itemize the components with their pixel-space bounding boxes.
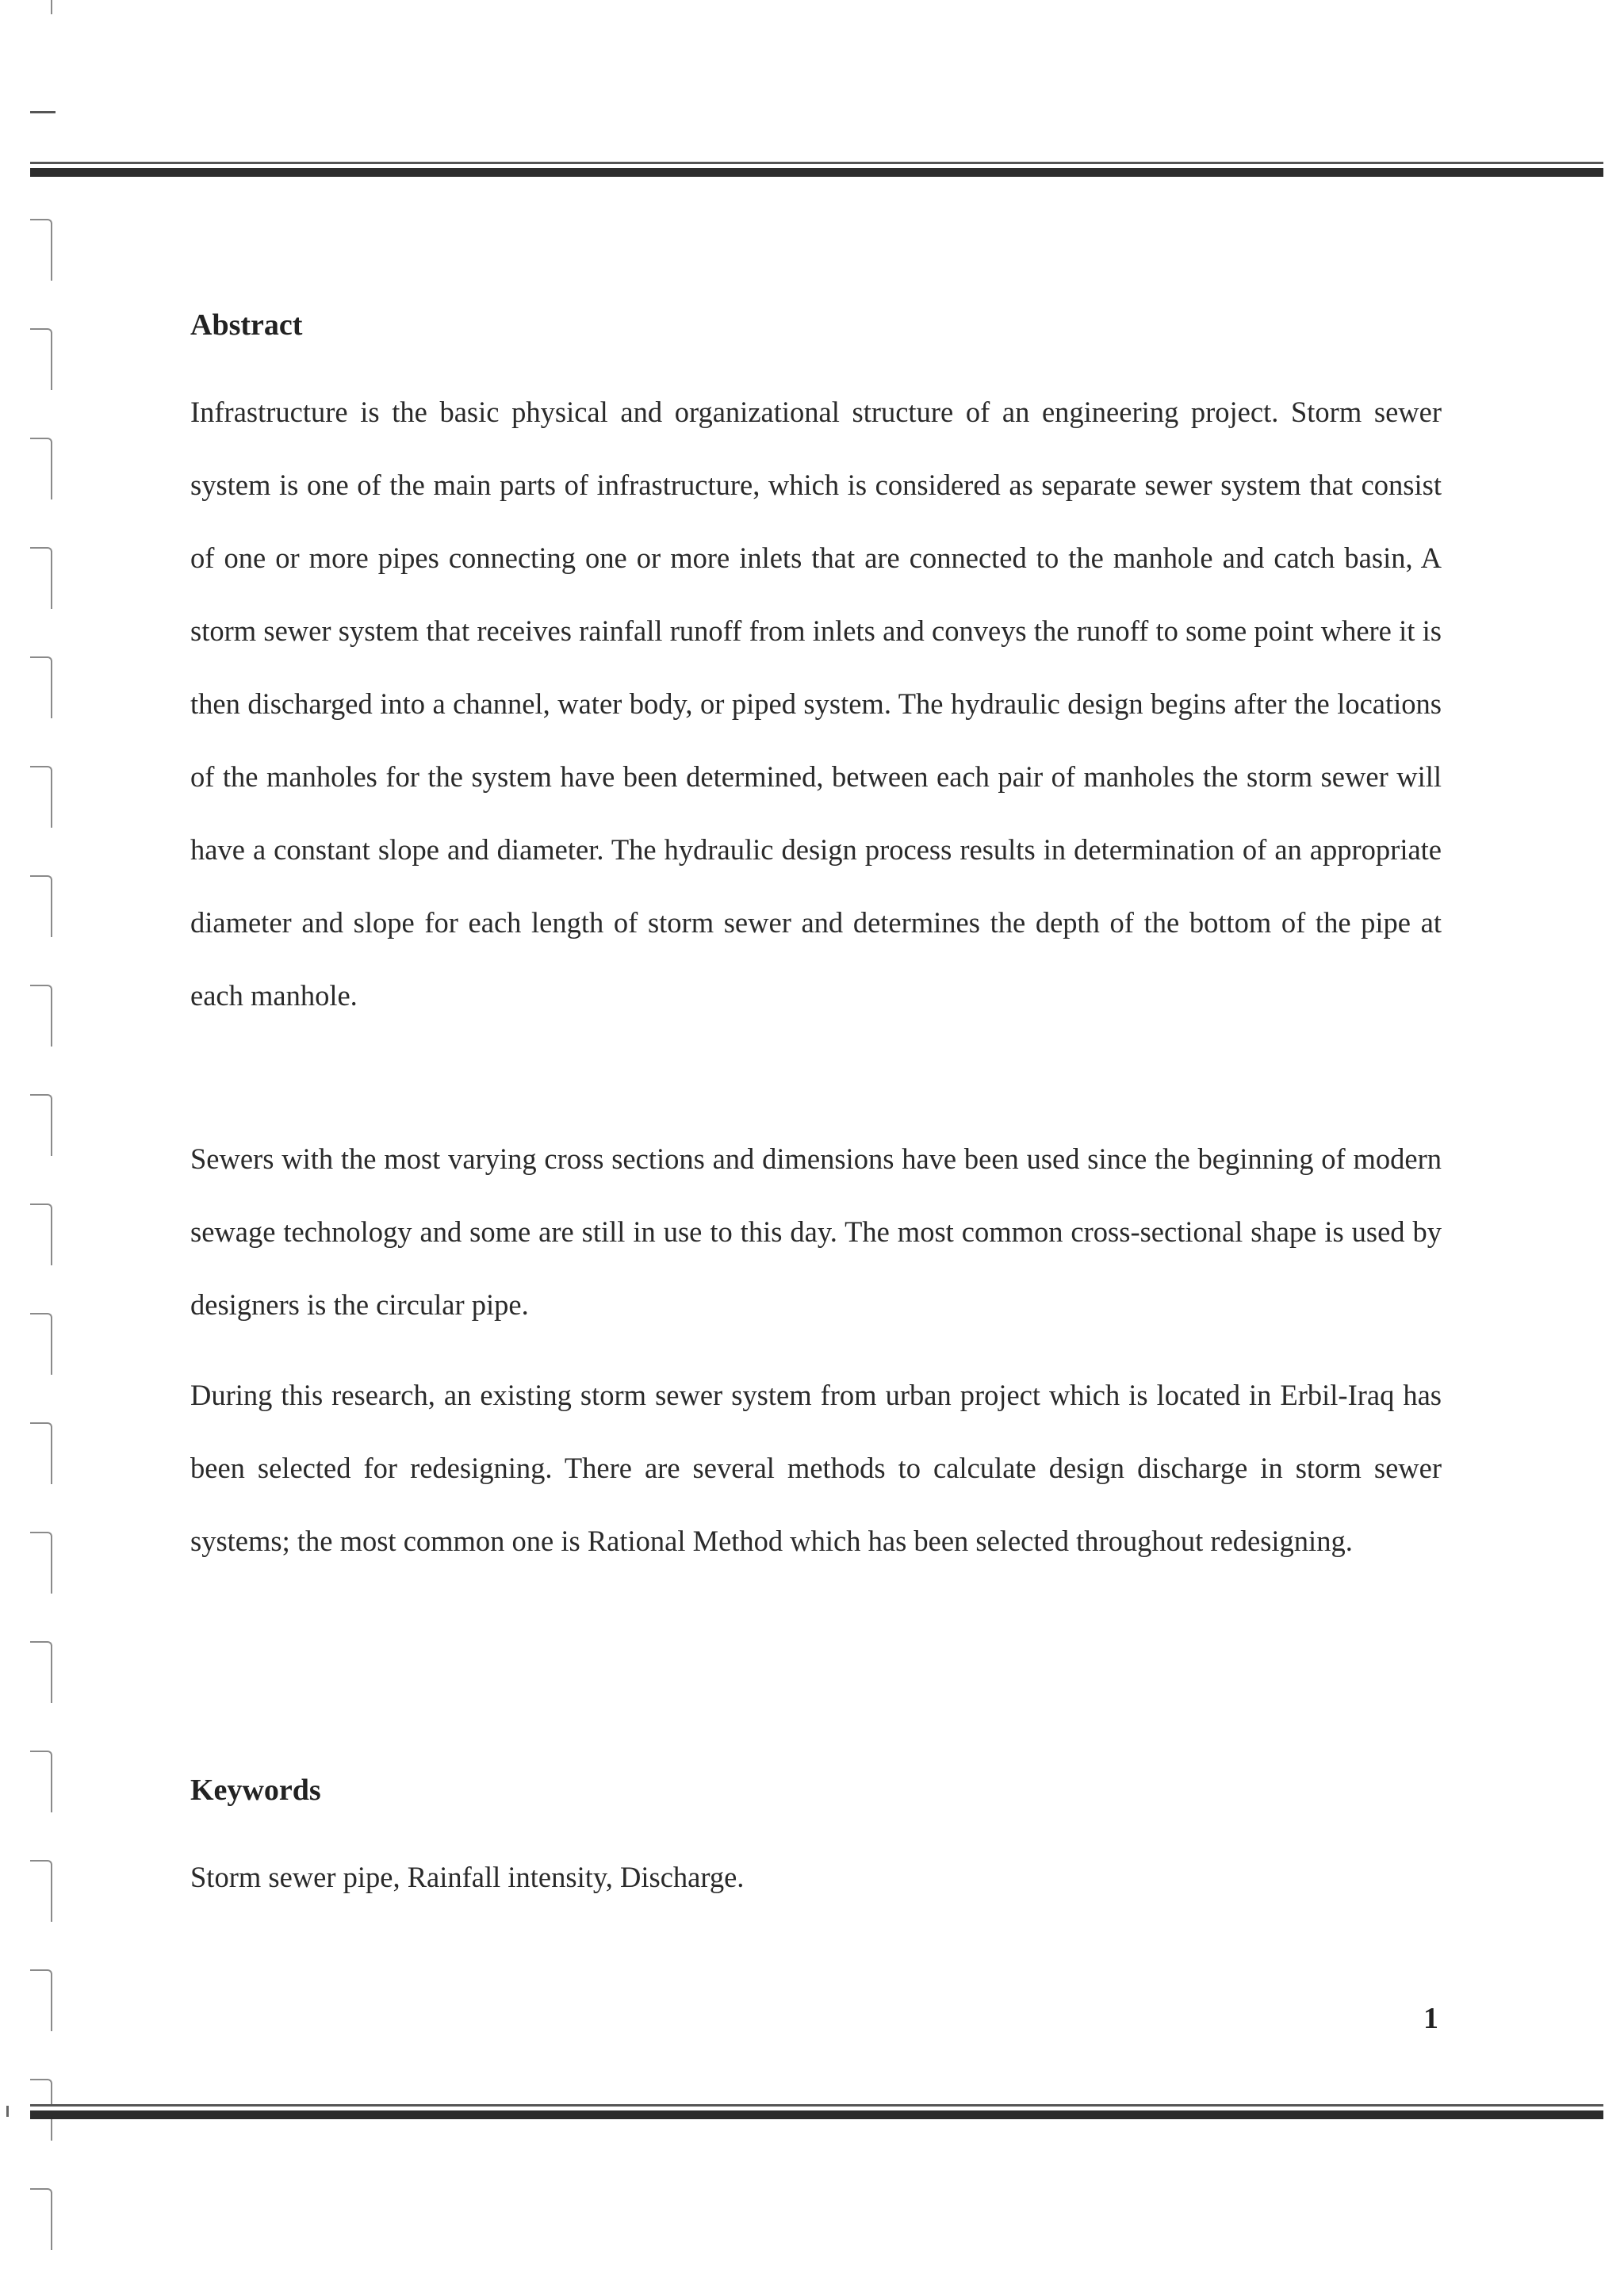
binder-mark	[30, 1203, 52, 1265]
binder-mark	[30, 1313, 52, 1375]
binder-mark	[30, 547, 52, 609]
binder-mark	[30, 985, 52, 1047]
binder-mark	[30, 1094, 52, 1156]
binder-mark	[30, 1860, 52, 1922]
binder-mark	[30, 1532, 52, 1594]
binder-mark	[30, 2188, 52, 2250]
binder-mark	[30, 328, 52, 390]
abstract-paragraph-1: Infrastructure is the basic physical and organizational structure of an engineering project. Storm sewer system is one of the main parts of infrastructure, which is considered as separate sewer system that consist of one or more pipes connecting one or more inlets that are connected to the manhole and catch basin, A storm sewer system that receives rainfall runoff from inlets and conveys the runoff to some point where it is then discharged into a channel, water body, or piped system. The hydraulic design begins after the locations of the manholes for the system have been determined, between each pair of manholes the storm sewer will have a constant slope and diameter. The hydraulic design process results in determination of an appropriate diameter and slope for each length of storm sewer and determines the depth of the bottom of the pipe at each manhole.	[190, 396, 1442, 1012]
binder-mark	[30, 766, 52, 828]
binder-mark	[30, 111, 56, 113]
binder-mark	[30, 1969, 52, 2031]
header-rule	[30, 162, 1603, 177]
abstract-heading: Abstract	[190, 308, 303, 342]
binder-mark	[30, 219, 52, 281]
binder-mark	[30, 1422, 52, 1484]
abstract-paragraph-3: During this research, an existing storm sewer system from urban project which is located in Erbil-Iraq has been selected for redesigning. There are several methods to calculate design discharge in storm sewer systems; the most common one is Rational Method which has been selected throughout redesigning.	[190, 1379, 1442, 1557]
footer-rule	[30, 2104, 1603, 2119]
keywords-text: Storm sewer pipe, Rainfall intensity, Discharge.	[190, 1861, 745, 1893]
binder-mark	[30, 1641, 52, 1703]
abstract-paragraph-2: Sewers with the most varying cross sections and dimensions have been used since the beginning of modern sewage technology and some are still in use to this day. The most common cross-sectional shape is used by designers is the circular pipe.	[190, 1142, 1442, 1321]
binder-mark	[30, 0, 52, 14]
binder-mark	[30, 656, 52, 718]
binder-mark	[30, 438, 52, 499]
binder-mark	[30, 1751, 52, 1812]
binder-tick	[6, 2106, 9, 2117]
binder-mark	[30, 875, 52, 937]
keywords-heading: Keywords	[190, 1774, 321, 1807]
page-number: 1	[1423, 2002, 1438, 2035]
